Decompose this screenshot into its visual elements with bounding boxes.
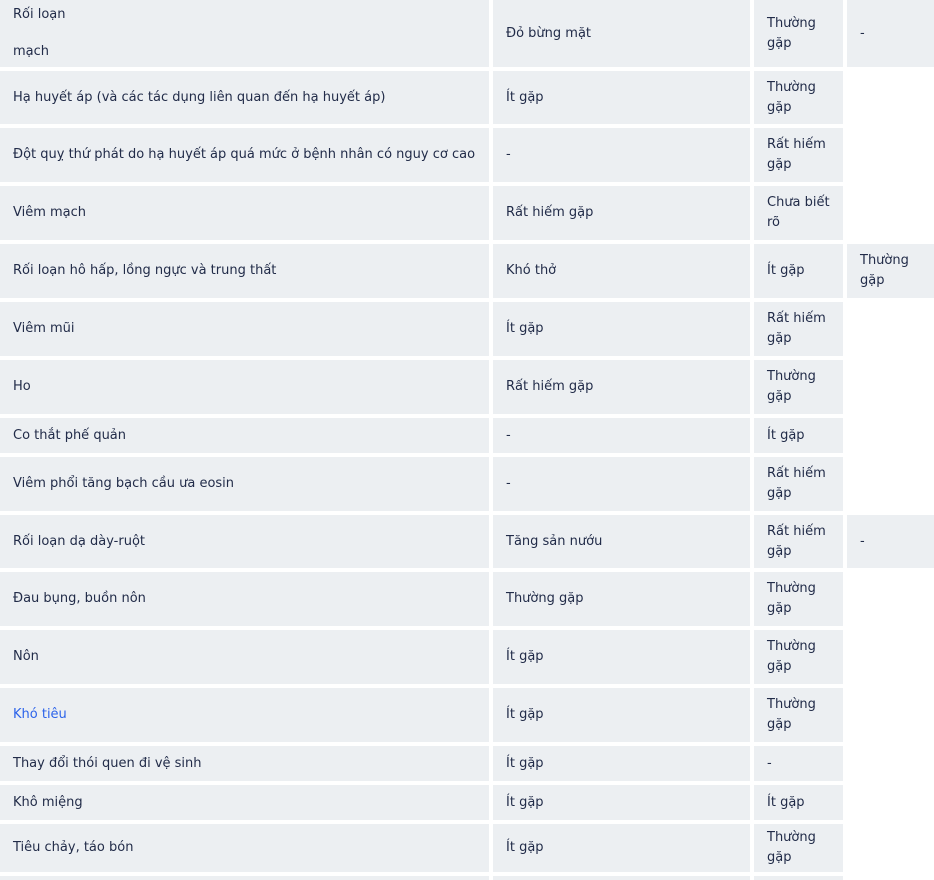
cell-side-effect [493,785,750,820]
cell-side-effect [493,572,750,626]
table-row [0,186,934,240]
cell-frequency-a [754,630,843,684]
cell-text: Thường gặp [767,581,816,616]
cell-text: Thường gặp [860,253,909,288]
cell-text: Ít gặp [767,263,805,278]
table-row [0,128,934,182]
cell-text: Rất hiếm gặp [767,523,826,559]
cell-text: Ít gặp [506,649,544,664]
cell-frequency-a [754,876,843,880]
cell-frequency-a [754,0,843,67]
table-row [0,515,934,568]
cell-text: Ít gặp [506,840,544,855]
next-row-partial [0,876,934,880]
cell-text: Rất hiếm gặp [767,311,826,346]
table-row [0,71,934,124]
cell-frequency-a [754,785,843,820]
table-row [0,688,934,742]
cell-organ-system [0,746,489,781]
cell-frequency-b-empty [847,876,934,880]
cell-text: Thường gặp [506,591,584,606]
cell-text: Ít gặp [506,707,544,722]
table-row [0,302,934,356]
cell-organ-system [0,128,489,182]
cell-frequency-a [754,302,843,356]
cell-frequency-b-empty [847,302,934,356]
cell-frequency-a [754,128,843,182]
cell-side-effect [493,746,750,781]
cell-organ-system [0,515,489,568]
cell-frequency-a [754,186,843,240]
cell-organ-system [0,186,489,240]
table-row [0,630,934,684]
cell-organ-system [0,360,489,414]
cell-frequency-a [754,244,843,298]
cell-text: Viêm mũi [13,321,75,336]
cell-organ-system [0,630,489,684]
cell-frequency-b-empty [847,457,934,511]
cell-frequency-a [754,572,843,626]
cell-side-effect [493,71,750,124]
cell-text: Rối loạn [13,7,66,22]
cell-text: Ít gặp [767,794,805,810]
cell-text: Ít gặp [506,321,544,336]
cell-organ-system [0,824,489,872]
cell-text: Nôn [13,649,39,664]
cell-organ-system [0,0,489,67]
cell-frequency-b-empty [847,360,934,414]
cell-side-effect [493,630,750,684]
cell-text: Ít gặp [767,427,805,443]
cell-side-effect [493,302,750,356]
cell-frequency-a [754,418,843,453]
cell-frequency-b [847,244,934,298]
cell-text: Ít gặp [506,755,544,771]
cell-text: Đau bụng, buồn nôn [13,591,146,606]
cell-side-effect [493,418,750,453]
cell-text: Rất hiếm gặp [767,466,826,501]
cell-text: Thường gặp [767,830,816,865]
cell-frequency-a [754,71,843,124]
cell-frequency-a [754,515,843,568]
cell-text: Thường gặp [767,369,816,404]
cell-text: Thường gặp [767,15,816,51]
table-row [0,0,934,67]
cell-side-effect [493,457,750,511]
cell-frequency-b-empty [847,630,934,684]
cell-frequency-b-empty [847,688,934,742]
cell-organ-system [0,876,489,880]
cell-text: Rất hiếm gặp [767,137,826,172]
cell-frequency-b-empty [847,71,934,124]
cell-text: Tăng sản nướu [506,533,603,549]
cell-text: Chưa biết rõ [767,195,830,230]
cell-text: - [860,25,865,41]
cell-text: Ít gặp [506,89,544,105]
cell-text: - [506,476,511,491]
cell-text: Đỏ bừng mặt [506,25,592,41]
cell-organ-system [0,71,489,124]
cell-text: - [860,533,865,549]
cell-text: mạch [13,44,50,59]
cell-side-effect [493,515,750,568]
cell-side-effect [493,688,750,742]
cell-frequency-a [754,457,843,511]
cell-organ-system [0,785,489,820]
cell-frequency-a [754,746,843,781]
cell-frequency-b-empty [847,572,934,626]
table-row [0,746,934,781]
cell-text: Co thắt phế quản [13,427,127,443]
cell-text: Viêm phổi tăng bạch cầu ưa eosin [13,476,235,491]
table-row [0,824,934,872]
cell-organ-system [0,302,489,356]
cell-text: Khó thở [506,263,557,278]
cell-frequency-a [754,688,843,742]
cell-text: Khô miệng [13,794,83,810]
side-effect-link[interactable]: Khó tiêu [13,707,67,722]
cell-text: Rối loạn dạ dày-ruột [13,533,145,549]
cell-text: Đột quỵ thứ phát do hạ huyết áp quá mức ở bệnh nhân có nguy cơ cao [13,147,476,162]
cell-side-effect [493,186,750,240]
cell-side-effect [493,876,750,880]
cell-text: Thường gặp [767,79,816,115]
cell-text: - [767,755,772,771]
cell-organ-system [0,418,489,453]
cell-text [13,705,481,725]
cell-frequency-b [847,0,934,67]
cell-side-effect [493,128,750,182]
cell-frequency-a [754,360,843,414]
cell-frequency-b [847,515,934,568]
cell-text: Thường gặp [767,697,816,732]
cell-frequency-b-empty [847,418,934,453]
cell-text: Tiêu chảy, táo bón [13,840,134,855]
cell-text: Thường gặp [767,639,816,674]
cell-text: Rất hiếm gặp [506,379,594,394]
cell-side-effect [493,824,750,872]
cell-text: Rối loạn hô hấp, lồng ngực và trung thất [13,263,277,278]
cell-side-effect [493,360,750,414]
cell-side-effect [493,0,750,67]
cell-text: Thay đổi thói quen đi vệ sinh [13,755,202,771]
cell-text: - [506,427,511,443]
cell-organ-system [0,457,489,511]
cell-frequency-b-empty [847,128,934,182]
cell-text: - [506,147,511,162]
table-row [0,360,934,414]
cell-frequency-b-empty [847,746,934,781]
cell-frequency-a [754,824,843,872]
cell-organ-system [0,688,489,742]
cell-text: Rất hiếm gặp [506,205,594,220]
table-row [0,418,934,453]
table-row [0,457,934,511]
table-row [0,572,934,626]
cell-text: Viêm mạch [13,205,87,220]
cell-frequency-b-empty [847,785,934,820]
cell-text: Ít gặp [506,794,544,810]
cell-frequency-b-empty [847,824,934,872]
cell-text: Ho [13,379,31,394]
cell-frequency-b-empty [847,186,934,240]
cell-organ-system [0,244,489,298]
table-row [0,785,934,820]
cell-side-effect [493,244,750,298]
cell-organ-system [0,572,489,626]
table-row [0,244,934,298]
cell-text: Hạ huyết áp (và các tác dụng liên quan đến hạ huyết áp) [13,89,386,105]
